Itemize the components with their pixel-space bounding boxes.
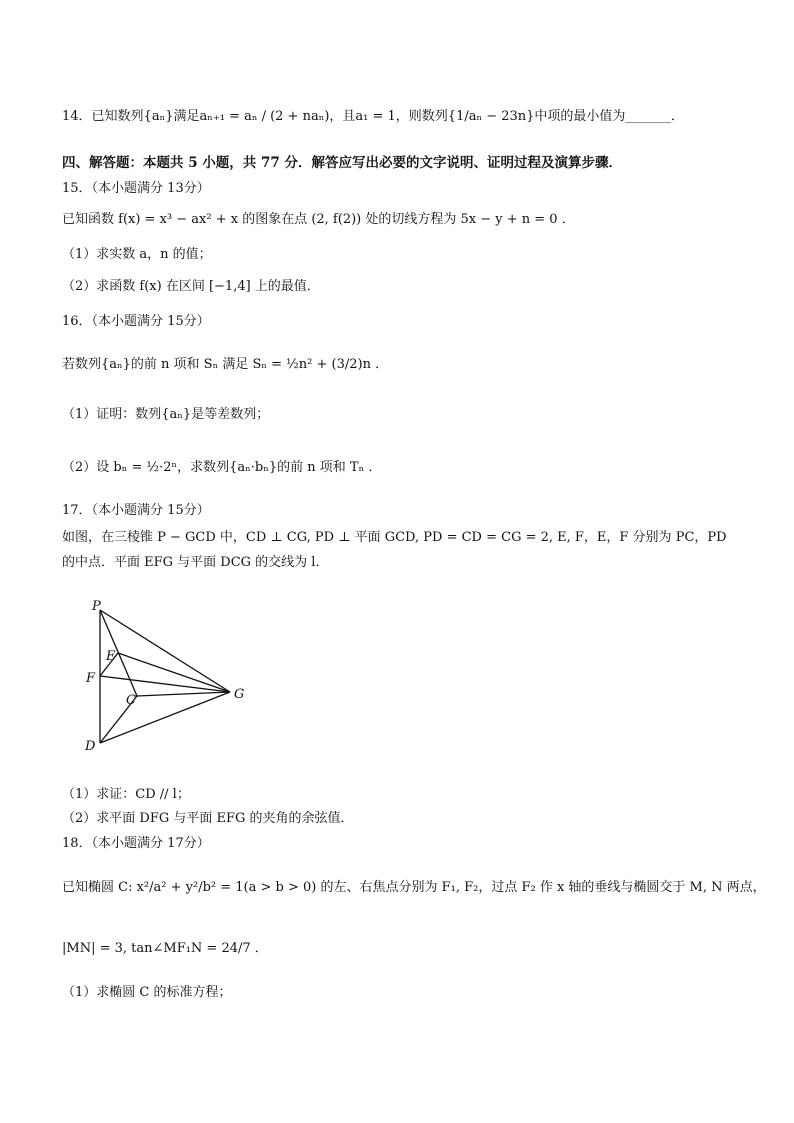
label-d: D — [85, 739, 96, 754]
q17-stem-line1: 如图，在三棱锥 P − GCD 中，CD ⊥ CG, PD ⊥ 平面 GCD, PD = CD = CG = 2, E, F，E，F 分别为 PC，PD — [62, 530, 727, 545]
label-p: P — [92, 599, 101, 614]
q17-part1: （1）求证：CD // l； — [62, 787, 190, 802]
q17-title: 17．（本小题满分 15分） — [62, 503, 210, 518]
label-f: F — [86, 671, 96, 686]
q16-part2: （2）设 bₙ = ½·2ⁿ，求数列{aₙ·bₙ}的前 n 项和 Tₙ ． — [62, 460, 382, 475]
q15-stem: 已知函数 f(x) = x³ − ax² + x 的图象在点 (2, f(2)) 处的切线方程为 5x − y + n = 0 ． — [62, 212, 575, 227]
segment-fg — [100, 676, 230, 692]
segment-eg — [118, 653, 230, 692]
q16-part1: （1）证明：数列{aₙ}是等差数列； — [62, 407, 270, 422]
q16-stem: 若数列{aₙ}的前 n 项和 Sₙ 满足 Sₙ = ½n² + (3/2)n ． — [62, 357, 389, 372]
label-g: G — [234, 687, 245, 702]
q15-part2: （2）求函数 f(x) 在区间 [−1,4] 上的最值． — [62, 279, 320, 294]
q15-title: 15．（本小题满分 13分） — [62, 181, 210, 196]
q15-part1: （1）求实数 a，n 的值； — [62, 247, 212, 262]
label-c: C — [126, 693, 136, 708]
q18-stem-line1: 已知椭圆 C: x²/a² + y²/b² = 1(a > b > 0) 的左、右焦点分别为 F₁, F₂，过点 F₂ 作 x 轴的垂线与椭圆交于 M, N 两点， — [62, 880, 766, 895]
q18-title: 18．（本小题满分 17分） — [62, 836, 210, 851]
q16-title: 16．（本小题满分 15分） — [62, 314, 210, 329]
edge-pg — [100, 610, 230, 692]
edge-cg — [137, 692, 230, 696]
question-14: 14．已知数列{aₙ}满足aₙ₊₁ = aₙ / (2 + naₙ)，且a₁ = 1，则数列{1/aₙ − 23n}中项的最小值为_______． — [62, 109, 684, 124]
q17-stem-line2: 的中点．平面 EFG 与平面 DCG 的交线为 l． — [62, 555, 329, 570]
section-heading: 四、解答题：本题共 5 小题，共 77 分．解答应写出必要的文字说明、证明过程及演算步骤． — [62, 155, 622, 171]
q18-stem-line2: |MN| = 3, tan∠MF₁N = 24/7 ． — [62, 941, 268, 956]
tetrahedron-figure — [70, 598, 260, 758]
label-e: E — [106, 649, 116, 664]
tetrahedron-diagram — [70, 598, 260, 758]
q18-part1: （1）求椭圆 C 的标准方程； — [62, 985, 232, 1000]
q17-part2: （2）求平面 DFG 与平面 EFG 的夹角的余弦值． — [62, 811, 354, 826]
